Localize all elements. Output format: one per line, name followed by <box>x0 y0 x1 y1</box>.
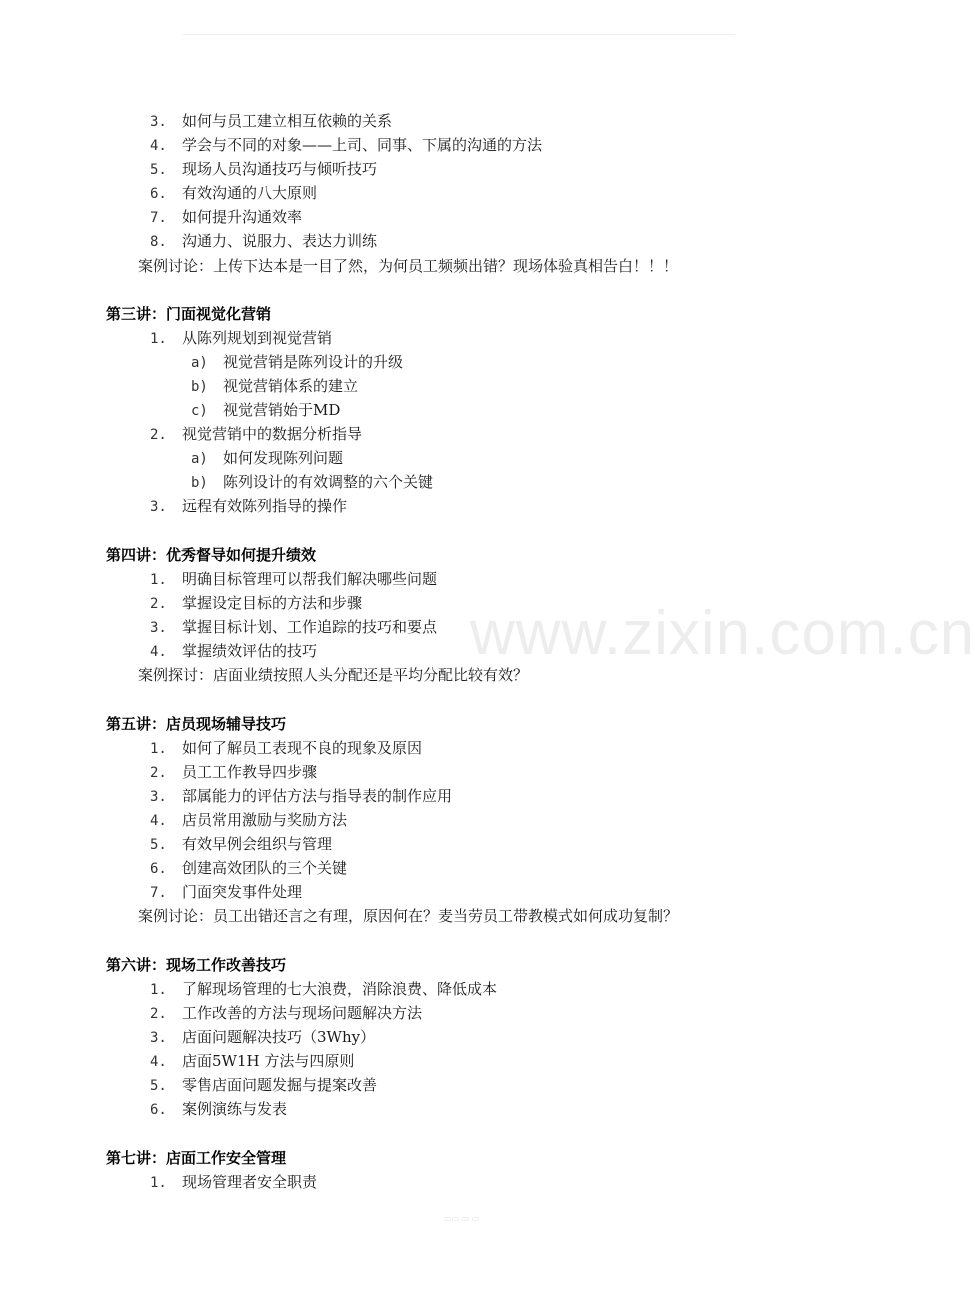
item-number: 7. <box>150 885 167 901</box>
item-text: 案例演练与发表 <box>182 1100 288 1118</box>
item-number: 3. <box>150 789 167 805</box>
list-item <box>150 762 317 782</box>
item-number: a) <box>191 451 208 467</box>
item-text: 掌握绩效评估的技巧 <box>182 642 318 660</box>
item-number: 5. <box>150 162 167 178</box>
item-text: 门面突发事件处理 <box>182 883 303 901</box>
item-text: 创建高效团队的三个关键 <box>182 859 348 877</box>
item-number: 2. <box>150 427 167 443</box>
header-rule <box>183 34 735 35</box>
list-item <box>150 786 452 806</box>
item-number: 1. <box>150 741 167 757</box>
item-number: 2. <box>150 596 167 612</box>
section-heading: 第四讲：优秀督导如何提升绩效 <box>106 546 317 564</box>
item-text: 店面问题解决技巧（3Why） <box>182 1028 376 1046</box>
item-number: 2. <box>150 1006 167 1022</box>
item-number: 6. <box>150 186 167 202</box>
list-item <box>150 834 332 854</box>
list-item <box>150 159 377 179</box>
item-number: c) <box>191 403 208 419</box>
item-text: 现场管理者安全职责 <box>182 1173 318 1191</box>
item-text: 如何与员工建立相互依赖的关系 <box>182 112 393 130</box>
case-discussion: 案例讨论：上传下达本是一目了然，为何员工频频出错？现场体验真相告白！！！ <box>138 257 679 275</box>
item-number: a) <box>191 355 208 371</box>
item-number: 1. <box>150 982 167 998</box>
item-number: 1. <box>150 1175 167 1191</box>
item-text: 学会与不同的对象——上司、同事、下属的沟通的方法 <box>182 136 543 154</box>
item-number: b) <box>191 379 208 395</box>
list-item <box>150 1051 354 1071</box>
item-number: 2. <box>150 765 167 781</box>
item-number: 8. <box>150 234 167 250</box>
item-number: 6. <box>150 861 167 877</box>
list-item <box>150 882 302 902</box>
sub-list-item <box>191 448 343 468</box>
list-item <box>150 1075 377 1095</box>
item-text: 现场人员沟通技巧与倾听技巧 <box>182 160 378 178</box>
list-item <box>150 1099 287 1119</box>
case-discussion: 案例探讨：店面业绩按照人头分配还是平均分配比较有效？ <box>138 666 529 684</box>
item-number: b) <box>191 475 208 491</box>
list-item <box>150 328 332 348</box>
list-item <box>150 424 362 444</box>
item-number: 3. <box>150 1030 167 1046</box>
item-text: 视觉营销是陈列设计的升级 <box>223 353 404 371</box>
list-item <box>150 135 542 155</box>
footer-mark: ▭▭ ▭ ▭ <box>444 1214 480 1223</box>
list-item <box>150 617 437 637</box>
item-text: 有效沟通的八大原则 <box>182 184 318 202</box>
list-item <box>150 183 317 203</box>
item-text: 远程有效陈列指导的操作 <box>182 497 348 515</box>
item-text: 掌握设定目标的方法和步骤 <box>182 594 363 612</box>
case-discussion: 案例讨论：员工出错还言之有理，原因何在？麦当劳员工带教模式如何成功复制？ <box>138 907 679 925</box>
section-heading: 第五讲：店员现场辅导技巧 <box>106 715 287 733</box>
item-text: 员工工作教导四步骤 <box>182 763 318 781</box>
section-heading: 第六讲：现场工作改善技巧 <box>106 956 287 974</box>
list-item <box>150 593 362 613</box>
item-text: 部属能力的评估方法与指导表的制作应用 <box>182 787 453 805</box>
item-text: 如何了解员工表现不良的现象及原因 <box>182 739 423 757</box>
item-text: 工作改善的方法与现场问题解决方法 <box>182 1004 423 1022</box>
item-number: 5. <box>150 837 167 853</box>
list-item <box>150 641 317 661</box>
item-text: 视觉营销体系的建立 <box>223 377 359 395</box>
list-item <box>150 1027 375 1047</box>
item-number: 5. <box>150 1078 167 1094</box>
section-heading: 第三讲：门面视觉化营销 <box>106 305 272 323</box>
list-item <box>150 207 302 227</box>
list-item <box>150 111 392 131</box>
item-number: 4. <box>150 644 167 660</box>
sub-list-item <box>191 472 433 492</box>
list-item <box>150 979 497 999</box>
item-text: 明确目标管理可以帮我们解决哪些问题 <box>182 570 438 588</box>
item-number: 4. <box>150 138 167 154</box>
item-number: 1. <box>150 331 167 347</box>
list-item <box>150 1172 317 1192</box>
item-text: 从陈列规划到视觉营销 <box>182 329 333 347</box>
item-text: 店员常用激励与奖励方法 <box>182 811 348 829</box>
list-item <box>150 1003 422 1023</box>
item-number: 3. <box>150 620 167 636</box>
item-text: 掌握目标计划、工作追踪的技巧和要点 <box>182 618 438 636</box>
item-number: 6. <box>150 1102 167 1118</box>
item-number: 4. <box>150 1054 167 1070</box>
list-item <box>150 738 422 758</box>
section-heading: 第七讲：店面工作安全管理 <box>106 1149 287 1167</box>
item-text: 店面5W1H 方法与四原则 <box>182 1052 355 1070</box>
item-text: 如何提升沟通效率 <box>182 208 303 226</box>
item-number: 3. <box>150 499 167 515</box>
list-item <box>150 496 347 516</box>
item-text: 了解现场管理的七大浪费，消除浪费、降低成本 <box>182 980 498 998</box>
item-text: 陈列设计的有效调整的六个关键 <box>223 473 434 491</box>
item-number: 4. <box>150 813 167 829</box>
item-number: 7. <box>150 210 167 226</box>
item-number: 3. <box>150 114 167 130</box>
list-item <box>150 569 437 589</box>
item-text: 如何发现陈列问题 <box>223 449 344 467</box>
list-item <box>150 858 347 878</box>
item-text: 视觉营销始于MD <box>223 401 341 419</box>
list-item <box>150 810 347 830</box>
list-item <box>150 231 377 251</box>
item-text: 视觉营销中的数据分析指导 <box>182 425 363 443</box>
sub-list-item <box>191 352 403 372</box>
item-text: 沟通力、说服力、表达力训练 <box>182 232 378 250</box>
item-number: 1. <box>150 572 167 588</box>
item-text: 有效早例会组织与管理 <box>182 835 333 853</box>
watermark: www.zixin.com.cn <box>470 599 975 668</box>
sub-list-item <box>191 400 340 420</box>
item-text: 零售店面问题发掘与提案改善 <box>182 1076 378 1094</box>
sub-list-item <box>191 376 358 396</box>
